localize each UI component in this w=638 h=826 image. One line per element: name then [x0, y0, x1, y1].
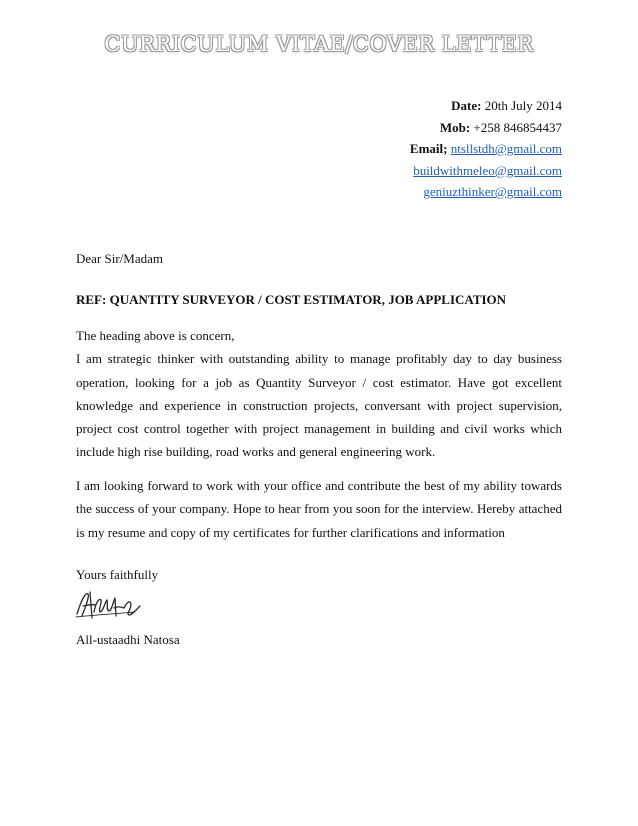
- date-label: Date:: [451, 98, 482, 113]
- opening-line: The heading above is concern,: [76, 328, 235, 343]
- email-line: [410, 138, 562, 160]
- date-value: 20th July 2014: [484, 98, 562, 113]
- mobile-value: +258 846854437: [473, 119, 562, 135]
- paragraph-2-text: I am looking forward to work with your office and contribute the best of my ability towards the success of your company. Hope to hear from you soon for the interview. Hereby attached is my resume and copy of my certificates for further clarifications and information: [76, 478, 562, 540]
- date-line: [410, 95, 562, 117]
- email-link-2[interactable]: buildwithmeleo@gmail.com: [413, 162, 562, 178]
- closing: Yours faithfully: [76, 567, 159, 582]
- paragraph-1-text: I am strategic thinker with outstanding ability to manage profitably day to day business operation, looking for a job as Quantity Surveyor / cost estimator. Have got excellent knowledge and experience in construction projects, conversant with project supervision, project cost control together with project management in building and civil works which include high rise building, road works and general engineering work.: [76, 351, 562, 460]
- signer-name: All-ustaadhi Natosa: [76, 632, 180, 647]
- email-link-1[interactable]: ntsllstdh@gmail.com: [450, 141, 562, 156]
- email-line-2: [410, 160, 562, 182]
- contact-block: [410, 95, 562, 203]
- email-line-3: [410, 181, 562, 203]
- page-title: CURRICULUM VITAE/COVER LETTER: [104, 32, 534, 56]
- email-link-3[interactable]: geniuzthinker@gmail.com: [423, 184, 562, 199]
- signature-image: [74, 588, 144, 622]
- body-paragraph-2: [76, 474, 562, 544]
- reference-line: REF: QUANTITY SURVEYOR / COST ESTIMATOR, JOB APPLICATION: [76, 292, 507, 307]
- mobile-label: Mob:: [439, 119, 471, 135]
- salutation: Dear Sir/Madam: [76, 251, 164, 266]
- email-label: Email;: [409, 141, 448, 156]
- body-paragraph-1: [76, 324, 562, 464]
- mobile-line: [410, 117, 562, 139]
